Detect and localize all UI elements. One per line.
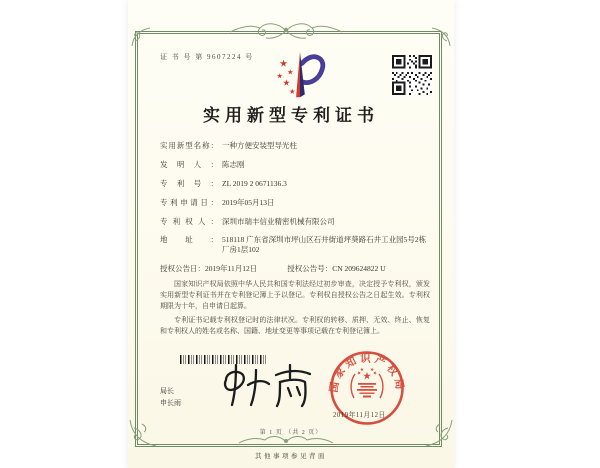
page-indicator: 第 1 页 （共 2 页） (259, 430, 323, 436)
field-value: 518118 广东省深圳市坪山区石井街道坪葵路石井工业园5号2栋厂房1层102 (222, 235, 427, 255)
signer-name: 申长雨 (160, 398, 181, 407)
grant-date-value: 2019年11月12日 (205, 264, 258, 274)
certificate-paper (128, 0, 454, 468)
field-row-filing-date (160, 198, 430, 208)
field-value: ZL 2019 2 0671136.3 (222, 178, 287, 188)
field-row-patentee (160, 217, 430, 227)
field-value: 深圳市瑞丰信业精密机械有限公司 (222, 216, 335, 226)
seal-text: 国家知识产权局 (328, 353, 406, 394)
top-left-corner-flourish (130, 26, 152, 48)
field-label: 专利号： (160, 178, 218, 188)
field-label: 实用新型名称： (160, 141, 218, 150)
legal-paragraphs (160, 279, 430, 336)
field-row-address (160, 235, 430, 255)
qr-code (392, 55, 432, 95)
legal-paragraph-1: 国家知识产权局依照中华人民共和国专利法经过初步审查，决定授予专利权，颁发实用新型专利证书并在专利登记簿上予以登记。专利权自授权公告之日起生效。专利权期限为十年，自申请日起算。 (160, 280, 430, 310)
certificate-number: 证 书 号 第 9607224 号 (160, 53, 254, 61)
national-emblem-icon (351, 367, 383, 398)
signer-block (160, 386, 181, 409)
cnipa-patent-logo-icon (270, 49, 328, 105)
field-row-name (160, 141, 430, 151)
footer-note: 其他事项参见背面 (255, 453, 327, 460)
cnipa-official-seal (328, 349, 406, 427)
field-value: 一种方便安装型导光柱 (222, 141, 297, 150)
seal-date: 2019年11月12日 (333, 412, 386, 419)
field-row-patent-number (160, 179, 430, 189)
certificate-fields (160, 141, 430, 339)
top-center-flourish-ornament (226, 20, 346, 42)
grant-number-value: CN 209624822 U (332, 264, 386, 274)
field-value: 陈志刚 (222, 159, 245, 169)
certificate-title: 实用新型专利证书 (203, 106, 379, 125)
signer-title: 局长 (160, 387, 174, 395)
grant-date-pair (160, 264, 257, 274)
field-label: 专利申请日： (160, 197, 218, 207)
grant-number-pair (287, 264, 385, 274)
field-label: 发明人： (160, 159, 218, 169)
grant-row (160, 264, 430, 274)
field-label: 地址： (160, 235, 218, 245)
field-value: 2019年05月13日 (222, 197, 275, 207)
top-right-corner-flourish (430, 26, 452, 48)
grant-date-label: 授权公告日： (160, 264, 205, 274)
legal-paragraph-2: 专利证书记载专利权登记时的法律状况。专利权的转移、质押、无效、终止、恢复和专利权人的姓名或名称、国籍、地址变更等事项记载在专利登记簿上。 (160, 315, 430, 335)
field-row-inventor (160, 160, 430, 170)
grant-number-label: 授权公告号： (287, 264, 333, 274)
field-label: 专利权人： (160, 216, 218, 226)
director-signature (218, 360, 314, 412)
